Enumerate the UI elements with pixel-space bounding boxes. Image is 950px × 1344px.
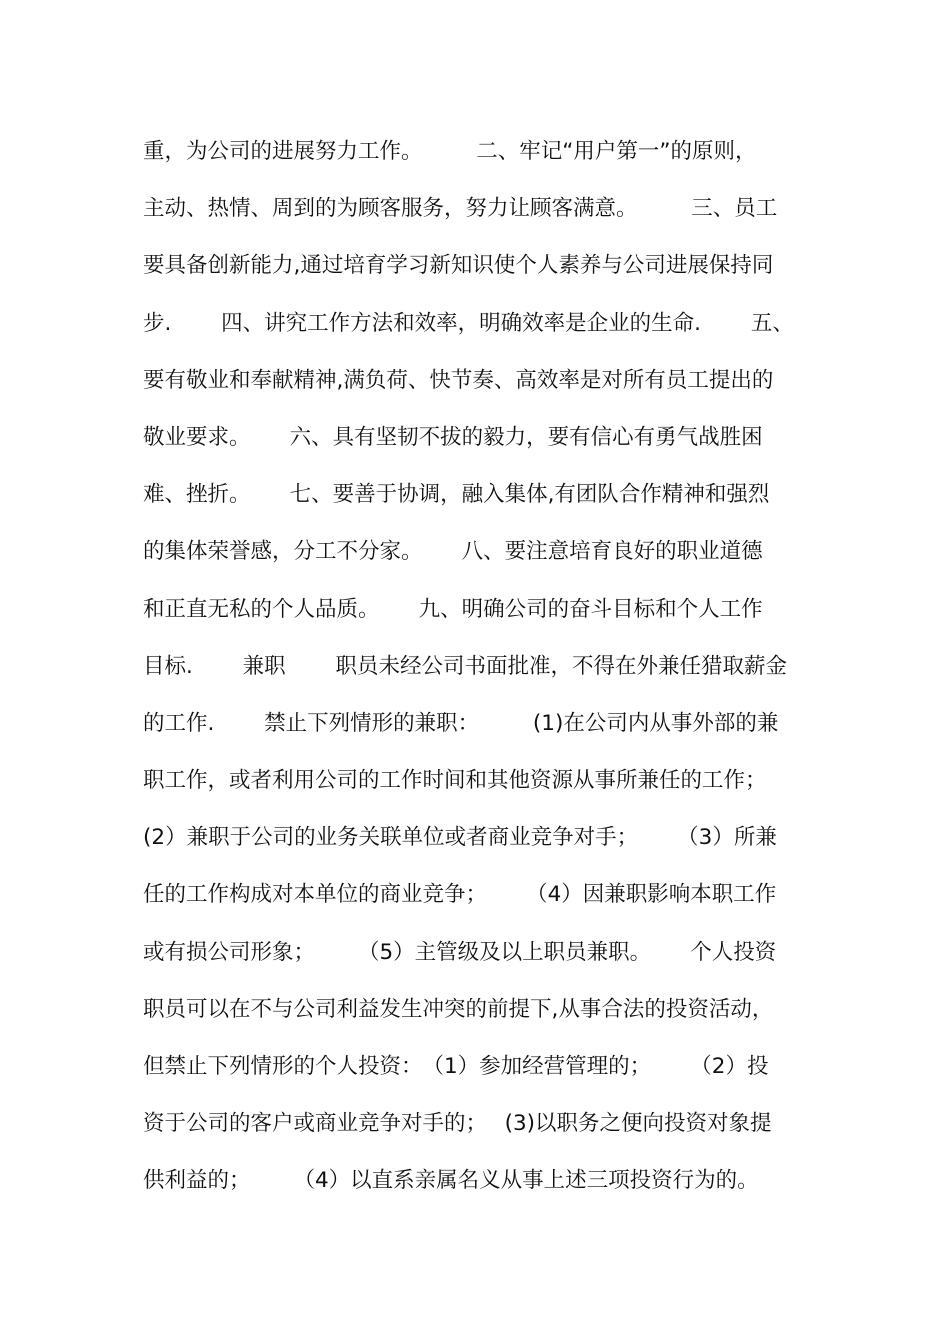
- text-line-17: 但禁止下列情形的个人投资： （1）参加经营管理的； （2）投: [143, 1054, 769, 1079]
- text-line-14: 任的工作构成对本单位的商业竞争； （4）因兼职影响本职工作: [143, 882, 777, 908]
- text-line-9: 和正直无私的个人品质。 九、明确公司的奋斗目标和个人工作: [143, 596, 763, 622]
- text-line-8: 的集体荣誉感，分工不分家。 八、要注意培育良好的职业道德: [143, 539, 763, 565]
- text-line-6: 敬业要求。 六、具有坚韧不拔的毅力，要有信心有勇气战胜困: [143, 424, 763, 450]
- text-line-11: 的工作. 禁止下列情形的兼职： (1)在公司内从事外部的兼: [143, 710, 779, 736]
- text-line-16: 职员可以在不与公司利益发生冲突的前提下,从事合法的投资活动，: [143, 996, 774, 1022]
- text-line-5: 要有敬业和奉献精神,满负荷、快节奏、高效率是对所有员工提出的: [143, 367, 774, 393]
- text-line-18: 资于公司的客户或商业竞争对手的； (3)以职务之便向投资对象提: [143, 1111, 772, 1137]
- text-line-15: 或有损公司形象； （5）主管级及以上职员兼职。 个人投资: [143, 939, 777, 965]
- text-line-12: 职工作，或者利用公司的工作时间和其他资源从事所兼任的工作；: [143, 768, 767, 794]
- text-line-10: 目标. 兼职 职员未经公司书面批准，不得在外兼任猎取薪金: [143, 653, 788, 679]
- text-line-2: 主动、热情、周到的为顾客服务，努力让顾客满意。 三、员工: [143, 196, 778, 222]
- text-line-4: 步. 四、讲究工作方法和效率，明确效率是企业的生命. 五、: [143, 310, 794, 336]
- text-line-1: 重，为公司的进展努力工作。 二、牢记“用户第一”的原则，: [143, 139, 757, 164]
- text-line-7: 难、挫折。 七、要善于协调，融入集体,有团队合作精神和强烈: [143, 482, 770, 508]
- text-line-13: (2）兼职于公司的业务关联单位或者商业竞争对手； （3）所兼: [143, 825, 777, 851]
- text-line-3: 要具备创新能力,通过培育学习新知识使个人素养与公司进展保持同: [143, 253, 774, 279]
- body-text: [143, 123, 813, 1210]
- text-line-19: 供利益的； （4）以直系亲属名义从事上述三项投资行为的。: [143, 1168, 759, 1194]
